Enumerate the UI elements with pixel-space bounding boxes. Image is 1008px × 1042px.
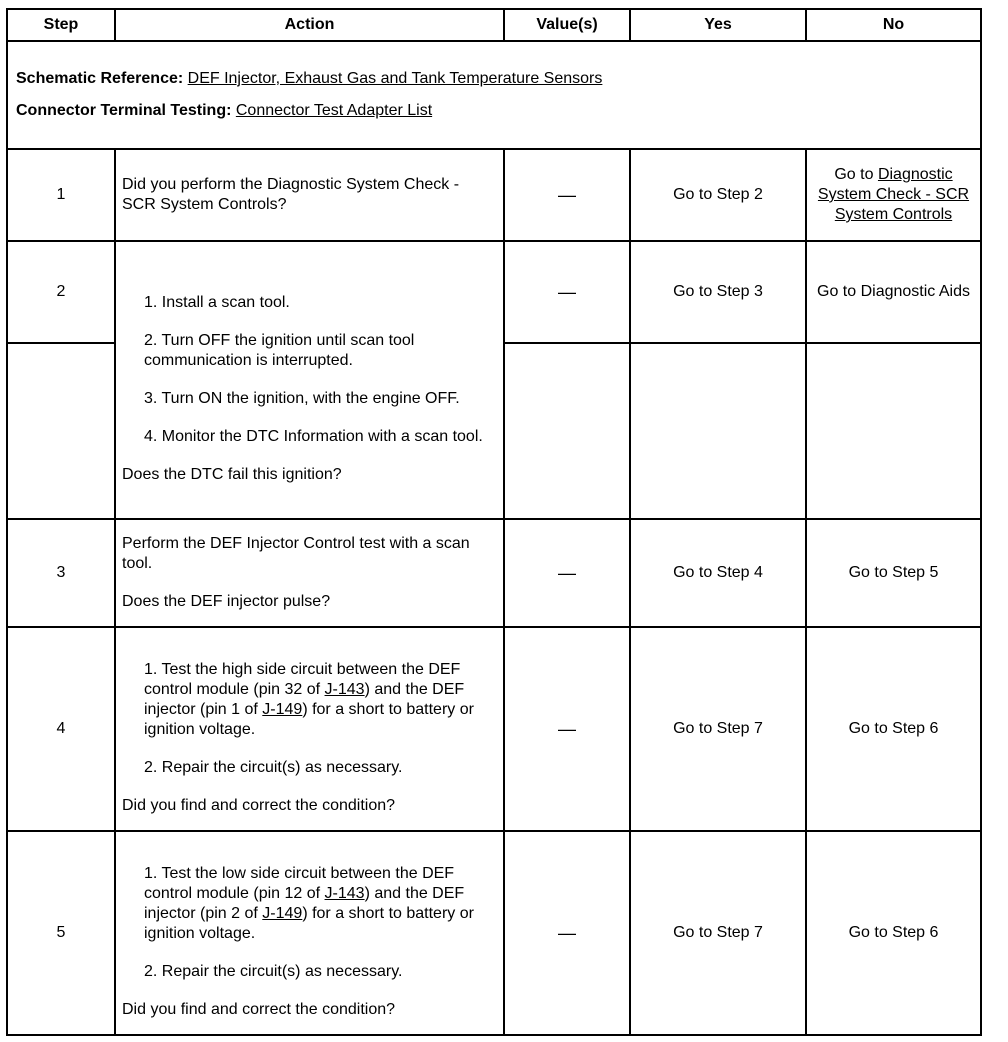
instruction-item: 3. Turn ON the ignition, with the engine OFF. (144, 390, 460, 407)
step-number: 3 (7, 519, 115, 627)
step-number: 5 (7, 831, 115, 1035)
no-cell: Go to Diagnostic Aids (806, 241, 981, 343)
yes-cell: Go to Step 7 (630, 627, 806, 831)
instruction-item: 1. Install a scan tool. (144, 294, 290, 311)
instruction-list (122, 293, 495, 447)
question-text: Does the DEF injector pulse? (122, 593, 331, 610)
no-cell (806, 149, 981, 241)
value-cell: — (504, 241, 630, 343)
instruction-text: ) and the DEF injector (pin 2 of (144, 885, 465, 922)
diagnostic-table (6, 8, 982, 1036)
no-prefix: Go to (834, 166, 874, 183)
schematic-reference (16, 69, 972, 89)
header-step: Step (7, 9, 115, 41)
table-row (7, 627, 981, 831)
header-values: Value(s) (504, 9, 630, 41)
yes-cell: Go to Step 4 (630, 519, 806, 627)
empty-cell (504, 343, 630, 519)
action-text: Perform the DEF Injector Control test with a scan tool. (122, 535, 470, 572)
schematic-reference-link[interactable]: DEF Injector, Exhaust Gas and Tank Temperature Sensors (187, 70, 603, 87)
step-number: 2 (7, 241, 115, 343)
j-149-link[interactable]: J-149 (262, 905, 303, 922)
instruction-list (122, 864, 495, 982)
instruction-list (122, 660, 495, 778)
instruction-text: ) and the DEF injector (pin 1 of (144, 681, 465, 718)
empty-cell (630, 343, 806, 519)
diagnostic-system-check-link[interactable]: Diagnostic System Check - SCR System Controls (817, 166, 970, 223)
table-row (7, 519, 981, 627)
action-cell (115, 519, 504, 627)
yes-cell: Go to Step 2 (630, 149, 806, 241)
instruction-item (144, 660, 495, 740)
instruction-item (144, 864, 495, 944)
reference-row (7, 41, 981, 149)
no-cell: Go to Step 6 (806, 627, 981, 831)
empty-cell (7, 343, 115, 519)
header-action: Action (115, 9, 504, 41)
table-row (7, 831, 981, 1035)
question-text: Did you find and correct the condition? (122, 1001, 396, 1018)
header-yes: Yes (630, 9, 806, 41)
table-row (7, 241, 981, 343)
instruction-text: 1. Test the high side circuit between the DEF control module (pin 32 of (144, 661, 461, 698)
action-cell (115, 241, 504, 519)
instruction-text: ) for a short to battery or ignition voltage. (144, 701, 474, 738)
value-cell: — (504, 519, 630, 627)
question-text: Does the DTC fail this ignition? (122, 466, 342, 483)
j-143-link[interactable]: J-143 (324, 681, 365, 698)
value-cell: — (504, 149, 630, 241)
connector-testing (16, 101, 972, 121)
instruction-text: 1. Test the low side circuit between the DEF control module (pin 12 of (144, 865, 455, 902)
value-cell: — (504, 627, 630, 831)
no-cell: Go to Step 6 (806, 831, 981, 1035)
j-143-link[interactable]: J-143 (324, 885, 365, 902)
instruction-text: ) for a short to battery or ignition voltage. (144, 905, 474, 942)
reference-cell (7, 41, 981, 149)
schematic-reference-label: Schematic Reference: (16, 70, 184, 87)
no-cell: Go to Step 5 (806, 519, 981, 627)
instruction-item: 4. Monitor the DTC Information with a scan tool. (144, 428, 483, 445)
value-cell: — (504, 831, 630, 1035)
table-row (7, 149, 981, 241)
yes-cell: Go to Step 7 (630, 831, 806, 1035)
instruction-item: 2. Repair the circuit(s) as necessary. (144, 963, 403, 980)
action-cell (115, 627, 504, 831)
connector-testing-label: Connector Terminal Testing: (16, 102, 232, 119)
header-row (7, 9, 981, 41)
header-no: No (806, 9, 981, 41)
step-number: 1 (7, 149, 115, 241)
action-cell (115, 831, 504, 1035)
question-text: Did you find and correct the condition? (122, 797, 396, 814)
action-text: Did you perform the Diagnostic System Check - SCR System Controls? (115, 149, 504, 241)
step-number: 4 (7, 627, 115, 831)
empty-cell (806, 343, 981, 519)
yes-cell: Go to Step 3 (630, 241, 806, 343)
connector-testing-link[interactable]: Connector Test Adapter List (235, 102, 433, 119)
instruction-item: 2. Turn OFF the ignition until scan tool communication is interrupted. (144, 332, 415, 369)
j-149-link[interactable]: J-149 (262, 701, 303, 718)
instruction-item: 2. Repair the circuit(s) as necessary. (144, 759, 403, 776)
